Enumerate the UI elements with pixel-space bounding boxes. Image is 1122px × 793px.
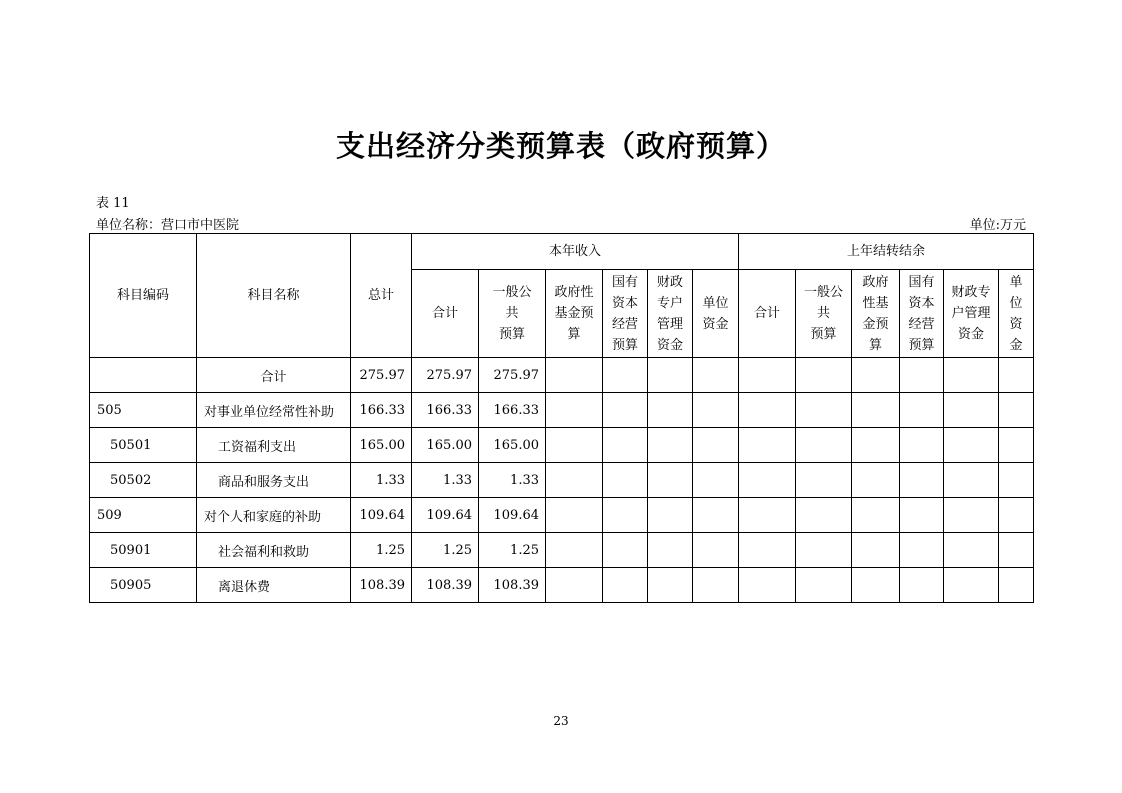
row-code: 50502 <box>90 463 197 498</box>
empty-cell <box>999 428 1034 463</box>
empty-cell <box>999 533 1034 568</box>
header-cy-special-account: 财政 专户 管理 资金 <box>648 270 693 358</box>
table-number: 表 11 <box>96 196 130 211</box>
row-name: 工资福利支出 <box>197 428 351 463</box>
empty-cell <box>944 533 999 568</box>
empty-cell <box>546 393 603 428</box>
empty-cell <box>852 428 900 463</box>
table-row <box>90 498 1034 533</box>
empty-cell <box>648 393 693 428</box>
table-row <box>90 568 1034 603</box>
empty-cell <box>693 498 739 533</box>
empty-cell <box>546 568 603 603</box>
empty-cell <box>944 498 999 533</box>
empty-cell <box>900 428 944 463</box>
row-total: 108.39 <box>351 568 412 603</box>
empty-cell <box>693 358 739 393</box>
empty-cell <box>999 358 1034 393</box>
header-co-special-account: 财政专 户管理 资金 <box>944 270 999 358</box>
empty-cell <box>603 428 648 463</box>
row-cy-general: 1.25 <box>479 533 546 568</box>
empty-cell <box>648 428 693 463</box>
header-carryover-group: 上年结转结余 <box>739 234 1034 270</box>
header-code: 科目编码 <box>90 234 197 358</box>
empty-cell <box>852 358 900 393</box>
empty-cell <box>999 393 1034 428</box>
row-name: 对事业单位经常性补助 <box>197 393 351 428</box>
row-name: 离退休费 <box>197 568 351 603</box>
empty-cell <box>852 463 900 498</box>
empty-cell <box>852 568 900 603</box>
empty-cell <box>944 393 999 428</box>
empty-cell <box>648 498 693 533</box>
row-cy-general: 109.64 <box>479 498 546 533</box>
unit-name: 单位名称：营口市中医院 <box>96 218 240 233</box>
empty-cell <box>852 498 900 533</box>
header-cy-unit-funds: 单位 资金 <box>693 270 739 358</box>
row-total: 165.00 <box>351 428 412 463</box>
empty-cell <box>999 498 1034 533</box>
empty-cell <box>693 428 739 463</box>
row-cy-total: 1.25 <box>412 533 479 568</box>
empty-cell <box>900 393 944 428</box>
header-co-fund: 政府 性基 金预 算 <box>852 270 900 358</box>
table-row <box>90 463 1034 498</box>
row-name: 商品和服务支出 <box>197 463 351 498</box>
empty-cell <box>796 498 852 533</box>
empty-cell <box>693 393 739 428</box>
empty-cell <box>852 533 900 568</box>
header-co-unit-funds: 单 位 资 金 <box>999 270 1034 358</box>
row-total: 1.25 <box>351 533 412 568</box>
page-number: 23 <box>553 714 569 728</box>
row-cy-general: 108.39 <box>479 568 546 603</box>
empty-cell <box>648 358 693 393</box>
empty-cell <box>546 428 603 463</box>
empty-cell <box>944 358 999 393</box>
unit-label: 单位:万元 <box>969 218 1026 233</box>
header-co-state-capital: 国有 资本 经营 预算 <box>900 270 944 358</box>
empty-cell <box>603 498 648 533</box>
empty-cell <box>900 498 944 533</box>
empty-cell <box>648 463 693 498</box>
empty-cell <box>944 568 999 603</box>
table-row <box>90 393 1034 428</box>
empty-cell <box>546 498 603 533</box>
row-cy-total: 165.00 <box>412 428 479 463</box>
row-cy-total: 108.39 <box>412 568 479 603</box>
row-cy-general: 166.33 <box>479 393 546 428</box>
empty-cell <box>900 463 944 498</box>
empty-cell <box>900 533 944 568</box>
row-cy-general: 165.00 <box>479 428 546 463</box>
row-total: 1.33 <box>351 463 412 498</box>
empty-cell <box>693 463 739 498</box>
row-code: 50901 <box>90 533 197 568</box>
table-row-total <box>90 358 1034 393</box>
empty-cell <box>900 568 944 603</box>
row-cy-general: 275.97 <box>479 358 546 393</box>
empty-cell <box>739 358 796 393</box>
row-total: 109.64 <box>351 498 412 533</box>
row-code: 50905 <box>90 568 197 603</box>
empty-cell <box>796 393 852 428</box>
empty-cell <box>944 463 999 498</box>
empty-cell <box>603 568 648 603</box>
empty-cell <box>796 463 852 498</box>
empty-cell <box>739 393 796 428</box>
row-name: 合计 <box>197 358 351 393</box>
empty-cell <box>852 393 900 428</box>
header-co-total: 合计 <box>739 270 796 358</box>
empty-cell <box>603 533 648 568</box>
header-cy-total: 合计 <box>412 270 479 358</box>
empty-cell <box>546 533 603 568</box>
row-cy-total: 1.33 <box>412 463 479 498</box>
budget-table <box>89 233 1034 603</box>
empty-cell <box>900 358 944 393</box>
row-cy-general: 1.33 <box>479 463 546 498</box>
empty-cell <box>739 463 796 498</box>
header-total: 总计 <box>351 234 412 358</box>
empty-cell <box>603 393 648 428</box>
row-code: 50501 <box>90 428 197 463</box>
row-total: 166.33 <box>351 393 412 428</box>
table-row <box>90 428 1034 463</box>
empty-cell <box>739 498 796 533</box>
empty-cell <box>648 568 693 603</box>
document-title: 支出经济分类预算表（政府预算） <box>335 129 786 163</box>
empty-cell <box>739 568 796 603</box>
row-code: 505 <box>90 393 197 428</box>
header-cy-state-capital: 国有 资本 经营 预算 <box>603 270 648 358</box>
header-name: 科目名称 <box>197 234 351 358</box>
empty-cell <box>546 463 603 498</box>
empty-cell <box>648 533 693 568</box>
empty-cell <box>693 568 739 603</box>
empty-cell <box>739 533 796 568</box>
empty-cell <box>796 428 852 463</box>
row-code: 509 <box>90 498 197 533</box>
row-name: 对个人和家庭的补助 <box>197 498 351 533</box>
empty-cell <box>796 533 852 568</box>
empty-cell <box>999 568 1034 603</box>
empty-cell <box>693 533 739 568</box>
empty-cell <box>796 568 852 603</box>
header-cy-fund: 政府性 基金预 算 <box>546 270 603 358</box>
row-cy-total: 166.33 <box>412 393 479 428</box>
empty-cell <box>739 428 796 463</box>
row-cy-total: 109.64 <box>412 498 479 533</box>
empty-cell <box>999 463 1034 498</box>
header-co-general: 一般公 共 预算 <box>796 270 852 358</box>
row-code <box>90 358 197 393</box>
table-row <box>90 533 1034 568</box>
header-cy-general: 一般公 共 预算 <box>479 270 546 358</box>
row-cy-total: 275.97 <box>412 358 479 393</box>
empty-cell <box>546 358 603 393</box>
row-total: 275.97 <box>351 358 412 393</box>
header-current-year-group: 本年收入 <box>412 234 739 270</box>
empty-cell <box>603 463 648 498</box>
empty-cell <box>944 428 999 463</box>
empty-cell <box>603 358 648 393</box>
empty-cell <box>796 358 852 393</box>
row-name: 社会福利和救助 <box>197 533 351 568</box>
